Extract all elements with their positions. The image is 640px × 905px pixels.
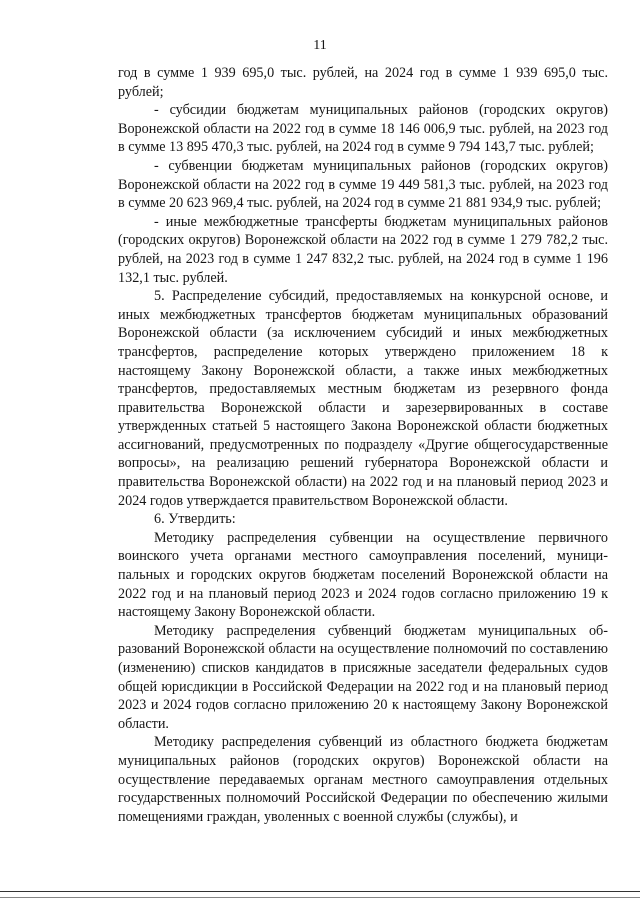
scan-edge-line xyxy=(0,897,640,898)
paragraph: Методику распределения субвенций из областного бюджета бюджетам муниципальных районов (городских округов) Воронежской области на осуществление передаваемых органам местного самоуправления отдельных государственных полномочий Российской Федерации по обеспечению жилыми помещениями граждан, уволенных с военной службы (службы), и xyxy=(118,734,608,825)
document-body xyxy=(118,64,608,826)
paragraph: Методику распределения субвенций бюджетам муниципальных образований Воронежской области на осуществление полномочий по составлению (изменению) списков кандидатов в присяжные заседатели федеральных судов общей юрисдикции в Российской Федерации на 2022 год и на плановый период 2023 и 2024 годов согласно приложению 20 к настоящему Закону Воронежской области. xyxy=(118,622,608,732)
paragraph: - субвенции бюджетам муниципальных районов (городских округов) Воронежской области на 2022 год в сумме 19 449 581,3 тыс. рублей, на 2023 год в сумме 20 623 969,4 тыс. рублей, на 2024 год в сумме 21 881 934,9 тыс. рублей; xyxy=(118,157,608,212)
paragraph: 6. Утвердить: xyxy=(154,511,236,528)
paragraph: Методику распределения субвенции на осуществление первичного воинского учета органами местного самоуправления поселений, муниципальных и городских округов бюджетам поселений Воронежской области на 2022 год и на плановый период 2023 и 2024 годов согласно приложению 19 к настоящему Закону Воронежской области. xyxy=(118,529,608,621)
scan-edge-line xyxy=(0,891,640,892)
paragraph: - иные межбюджетные трансферты бюджетам муниципальных районов (городских округов) Воронежской области на 2022 год в сумме 1 279 782,2 тыс. рублей, на 2023 год в сумме 1 247 832,2 тыс. рублей, на 2024 год в сумме 1 196 132,1 тыс. рублей. xyxy=(118,213,608,286)
page-number: 11 xyxy=(313,38,327,53)
paragraph: 5. Распределение субсидий, предоставляемых на конкурсной основе, и иных межбюджетных трансфертов бюджетам муниципальных образований Воронежской области (за исключением субсидий и иных межбюджетных трансфертов, распределение которых утверждено приложением 18 к настоящему Закону Воронежской области, а также иных межбюджетных трансфертов, предоставляемых местным бюджетам из резервного фонда правительства Воронежской области и зарезервированных в составе утвержденных статьей 5 настоящего Закона Воронежской области бюджетных ассигнований, предусмотренных по подразделу «Другие общегосударственные вопросы», на реализацию решений губернатора Воронежской области и правительства Воронежской области) на 2022 год и на плановый период 2023 и 2024 годов утверждается правительством Воронежской области. xyxy=(118,288,608,509)
paragraph: год в сумме 1 939 695,0 тыс. рублей, на 2024 год в сумме 1 939 695,0 тыс. рублей; xyxy=(118,65,608,100)
paragraph: - субсидии бюджетам муниципальных районов (городских округов) Воронежской области на 2022 год в сумме 18 146 006,9 тыс. рублей, на 2023 год в сумме 13 895 470,3 тыс. рублей, на 2024 год в сумме 9 794 143,7 тыс. рублей; xyxy=(118,102,608,156)
